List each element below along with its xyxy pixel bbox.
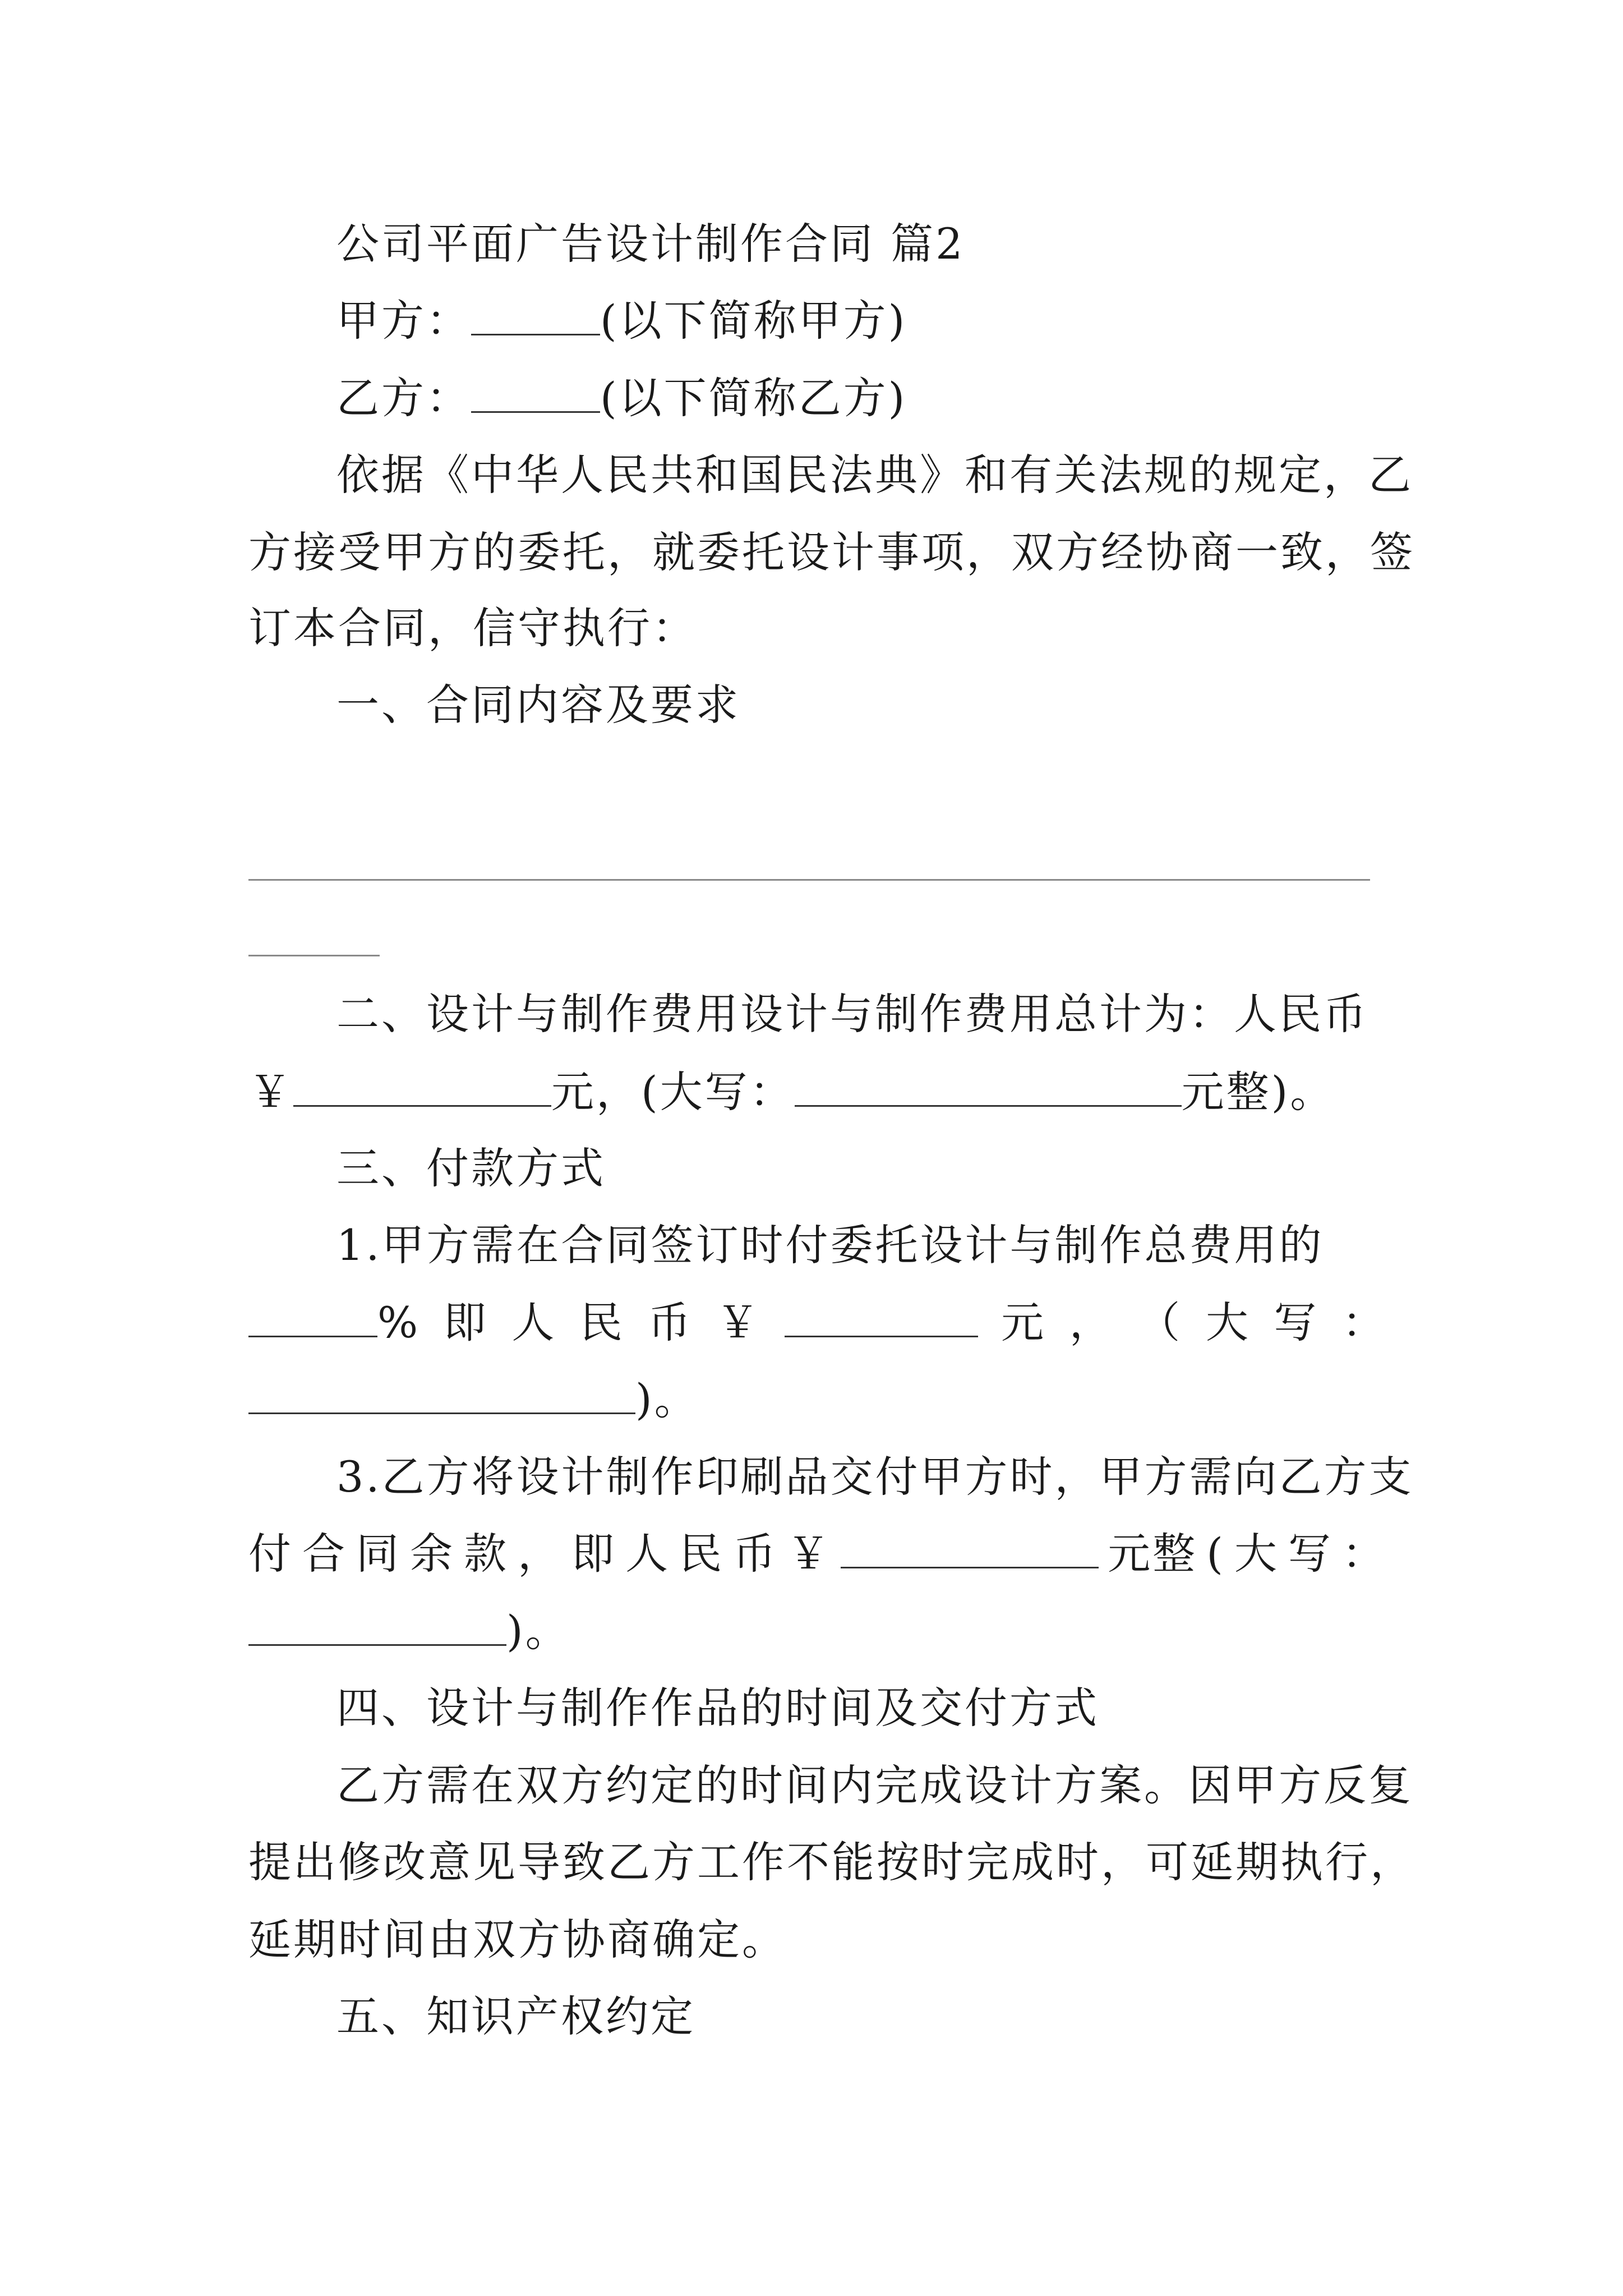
document-title: 公司平面广告设计制作合同 篇2: [336, 219, 965, 269]
section-2-line-1: 二、设计与制作费用设计与制作费用总计为：人民币: [336, 989, 1368, 1039]
section-4-body-line-2: 提出修改意见导致乙方工作不能按时完成时，可延期执行，: [248, 1837, 1415, 1887]
section-4-body-line-1: 乙方需在双方约定的时间内完成设计方案。因甲方反复: [336, 1760, 1413, 1810]
payment-item-1-line-1: 1.甲方需在合同签订时付委托设计与制作总费用的: [336, 1220, 1324, 1270]
preamble-line-2: 方接受甲方的委托，就委托设计事项，双方经协商一致，签: [248, 527, 1415, 577]
balance-amount-blank: [841, 1527, 1099, 1568]
percent-blank: [248, 1296, 377, 1337]
amount-words-blank: [795, 1066, 1182, 1107]
payment-item-3-line-2: 付 合 同 余 款 ， 即 人 民 币 ￥ 元整 ( 大 写 ：: [248, 1529, 1387, 1579]
amount-blank: [293, 1066, 551, 1107]
payment-item-3-line-1: 3.乙方将设计制作印刷品交付甲方时，甲方需向乙方支: [336, 1452, 1414, 1502]
party-b-blank: [471, 372, 600, 413]
preamble-line-3: 订本合同，信守执行：: [248, 603, 697, 653]
party-a-blank: [471, 295, 600, 335]
section-4-body-line-3: 延期时间由双方协商确定。: [248, 1915, 787, 1964]
party-a-line: 甲方： (以下简称甲方): [336, 296, 907, 346]
content-blank-line-2: [248, 955, 380, 956]
payment-1-amount-blank: [785, 1296, 978, 1337]
balance-words-blank: [248, 1605, 506, 1646]
section-2-line-2: ￥ 元，(大写： 元整)。: [248, 1067, 1335, 1117]
preamble-line-1: 依据《中华人民共和国民法典》和有关法规的规定，乙: [336, 450, 1413, 500]
party-b-line: 乙方： (以下简称乙方): [336, 373, 907, 423]
content-blank-line-1: [248, 879, 1370, 881]
payment-1-words-blank: [248, 1373, 635, 1414]
payment-item-1-line-2: % 即 人 民 币 ￥ 元 ， （ 大 写 ：: [248, 1295, 1387, 1351]
payment-item-3-line-3: )。: [248, 1603, 1387, 1659]
payment-item-1-line-3: )。: [248, 1372, 1387, 1428]
section-3-heading: 三、付款方式: [336, 1143, 606, 1193]
section-4-heading: 四、设计与制作作品的时间及交付方式: [336, 1683, 1099, 1733]
section-1-heading: 一、合同内容及要求: [336, 680, 740, 730]
section-5-heading: 五、知识产权约定: [336, 1991, 695, 2041]
